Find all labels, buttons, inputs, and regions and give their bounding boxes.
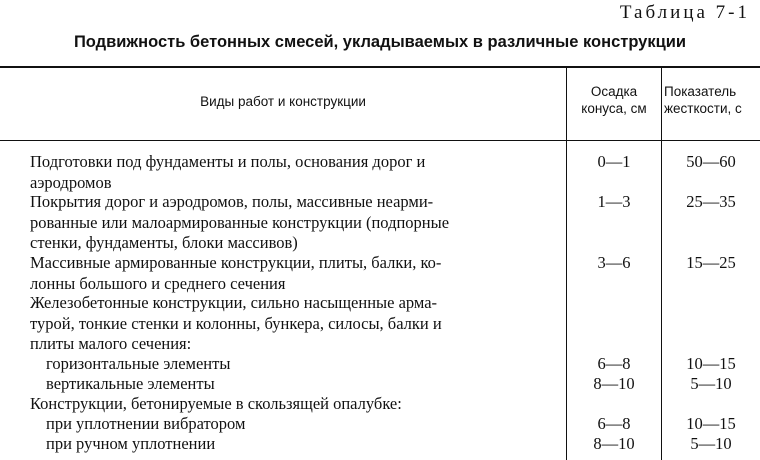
row-line: Конструкции, бетонируемые в скользящей опалубке:: [30, 394, 402, 413]
row-description: [30, 152, 556, 193]
table-number: Таблица 7-1: [619, 2, 750, 23]
header-cone-slump-line1: Осадка: [590, 84, 638, 99]
header-stiffness: [664, 83, 760, 117]
row-line: рованные или малоармированные конструкции (подпорные: [30, 212, 450, 232]
row-line: стенки, фундаменты, блоки массивов): [30, 233, 298, 252]
header-works-and-structures: Виды работ и конструкции: [200, 94, 366, 109]
cone-slump-value: 0—1: [597, 152, 631, 171]
cone-slump-value: 8—10: [593, 374, 635, 393]
row-description: [30, 192, 556, 254]
row-line: лонны большого и среднего сечения: [30, 273, 286, 293]
row-line: турой, тонкие стенки и колонны, бункера, силосы, балки и: [30, 313, 442, 333]
header-cone-slump-line2: конуса, см: [581, 101, 647, 116]
row-line: Подготовки под фундаменты и полы, основания дорог и: [30, 152, 426, 171]
row-line: аэродромов: [30, 172, 112, 192]
stiffness-value: 5—10: [690, 434, 732, 453]
header-rule: [0, 140, 760, 141]
stiffness-value: 10—15: [686, 354, 736, 373]
cone-slump-value: 3—6: [597, 253, 631, 272]
row-line: Массивные армированные конструкции, плиты, балки, ко-: [30, 253, 442, 272]
header-stiffness-line1: Показатель: [664, 84, 737, 99]
header-stiffness-line2: жесткости, с: [664, 101, 742, 116]
stiffness-value: 10—15: [686, 414, 736, 433]
cone-slump-value: 6—8: [597, 414, 631, 433]
cone-slump-value: 1—3: [597, 192, 631, 211]
stiffness-value: 5—10: [690, 374, 732, 393]
row-subitem: при уплотнении вибратором: [46, 414, 246, 433]
row-description: [30, 394, 556, 415]
row-subitem: при ручном уплотнении: [46, 434, 216, 453]
row-description: [30, 253, 556, 294]
row-subitem: вертикальные элементы: [46, 374, 215, 393]
cone-slump-value: 8—10: [593, 434, 635, 453]
row-subitem: горизонтальные элементы: [46, 354, 231, 373]
row-description: [30, 293, 556, 355]
stiffness-value: 25—35: [686, 192, 736, 211]
top-rule: [0, 66, 760, 68]
table-caption: Подвижность бетонных смесей, укладываемых в различные конструкции: [73, 33, 687, 51]
stiffness-value: 50—60: [686, 152, 736, 171]
stiffness-value: 15—25: [686, 253, 736, 272]
header-cone-slump: [567, 83, 661, 117]
row-line: Покрытия дорог и аэродромов, полы, массивные неарми-: [30, 192, 434, 211]
row-line: плиты малого сечения:: [30, 334, 192, 353]
row-line: Железобетонные конструкции, сильно насыщенные арма-: [30, 293, 438, 312]
cone-slump-value: 6—8: [597, 354, 631, 373]
